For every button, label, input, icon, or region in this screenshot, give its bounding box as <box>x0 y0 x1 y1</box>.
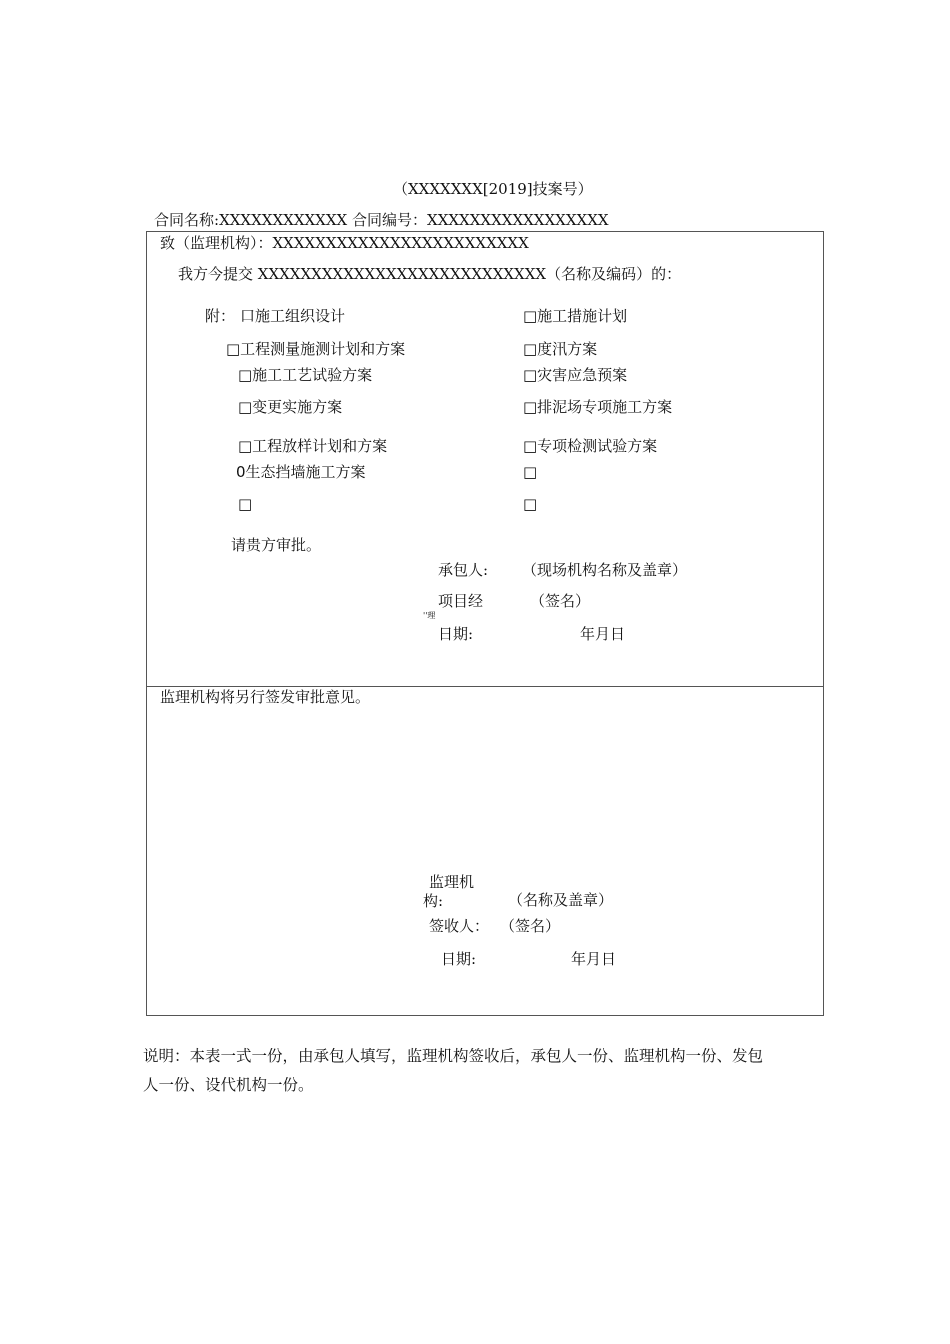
contract-no-value: XXXXXXXXXXXXXXXXX <box>427 211 609 229</box>
project-manager-label: 项目经 <box>438 592 484 610</box>
left-item-change-plan[interactable]: □变更实施方案 <box>238 398 343 416</box>
contractor-label: 承包人: <box>438 561 489 579</box>
left-item-staking-plan[interactable]: □工程放样计划和方案 <box>238 437 388 455</box>
right-item-mud-site-plan[interactable]: □排泥场专项施工方案 <box>523 398 673 416</box>
left-item-construction-org-design[interactable]: 口施工组织设计 <box>240 307 346 325</box>
approval-request: 请贵方审批。 <box>231 536 322 554</box>
contractor-note: （现场机构名称及盖章） <box>522 561 688 579</box>
supervisor-note: （名称及盖章） <box>508 891 614 909</box>
supervisor-label-line1: 监理机 <box>429 873 475 891</box>
footer-note-line1: 说明：本表一式一份，由承包人填写，监理机构签收后，承包人一份、监理机构一份、发包 <box>143 1047 764 1065</box>
receiver-note: （签名） <box>500 917 561 935</box>
section-divider <box>146 686 824 687</box>
date-value-2: 年月日 <box>571 950 617 968</box>
addressee-line: 致（监理机构）：XXXXXXXXXXXXXXXXXXXXXXXX <box>160 234 529 252</box>
project-manager-label-small: ''理 <box>423 611 436 620</box>
footer-note-line2: 人一份、设代机构一份。 <box>143 1076 314 1094</box>
document-number: （XXXXXXX[2019]技案号） <box>393 180 593 198</box>
supervisor-opinion: 监理机构将另行签发审批意见。 <box>160 688 371 706</box>
receiver-label: 签收人： <box>429 917 490 935</box>
left-item-process-test-plan[interactable]: □施工工艺试验方案 <box>238 366 373 384</box>
submission-line: 我方今提交 XXXXXXXXXXXXXXXXXXXXXXXXXXX（名称及编码）的： <box>178 265 682 283</box>
supervisor-label-line2: 构: <box>423 892 444 910</box>
left-item-blank[interactable]: □ <box>238 495 253 513</box>
contract-name-value: XXXXXXXXXXXX <box>219 211 348 229</box>
project-manager-note: （签名） <box>530 592 591 610</box>
contract-info-line <box>154 213 609 228</box>
date-label-1: 日期: <box>438 625 474 643</box>
right-item-inspection-plan[interactable]: □专项检测试验方案 <box>523 437 658 455</box>
left-item-eco-wall-plan[interactable]: 0生态挡墙施工方案 <box>236 463 366 481</box>
date-value-1: 年月日 <box>580 625 626 643</box>
right-item-flood-plan[interactable]: □度汛方案 <box>523 340 598 358</box>
date-label-2: 日期: <box>441 950 477 968</box>
right-item-blank-2[interactable]: □ <box>523 495 538 513</box>
left-item-survey-plan[interactable]: □工程测量施测计划和方案 <box>226 340 406 358</box>
contract-no-label: 合同编号： <box>352 211 428 229</box>
contract-name-label: 合同名称: <box>154 211 220 229</box>
right-item-measures-plan[interactable]: □施工措施计划 <box>523 307 628 325</box>
attachment-label: 附： <box>205 307 236 325</box>
right-item-blank-1[interactable]: □ <box>523 463 538 481</box>
right-item-emergency-plan[interactable]: □灾害应急预案 <box>523 366 628 384</box>
